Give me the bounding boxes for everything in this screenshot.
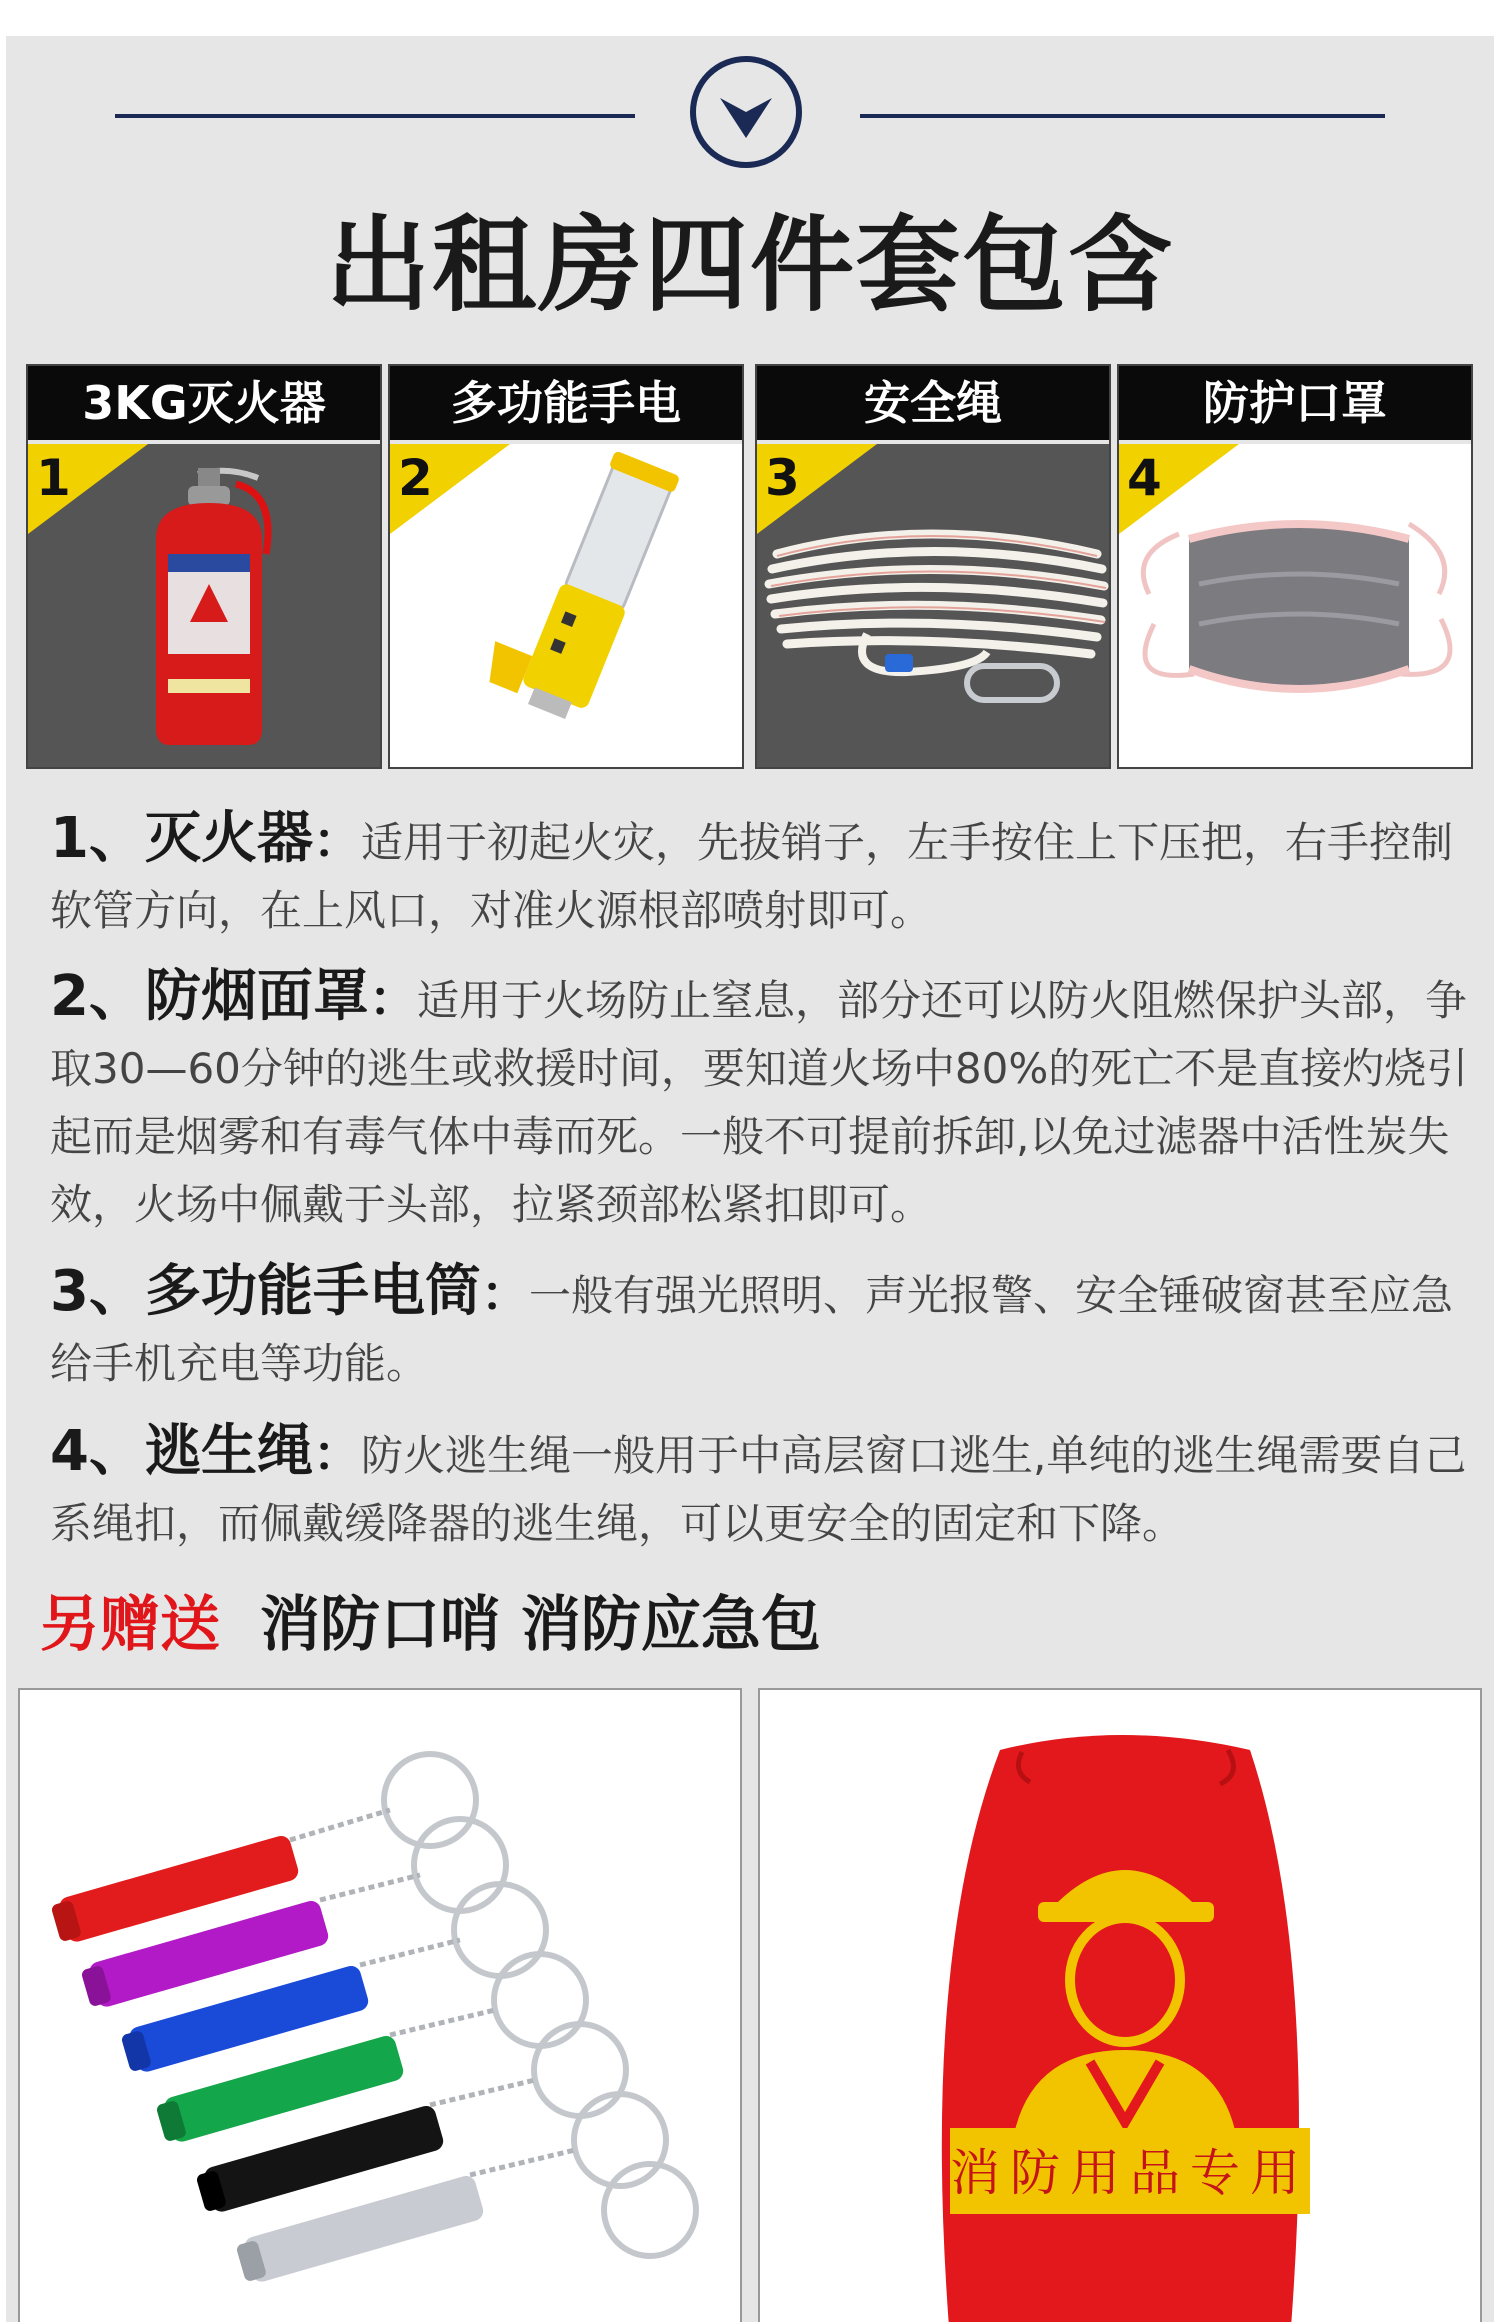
- description-3: [50, 1258, 1470, 1398]
- description-lead: 4、逃生绳: [50, 1419, 313, 1484]
- chevron-down-icon: [690, 56, 802, 168]
- product-image: [390, 444, 742, 767]
- description-lead: 1、灭火器: [50, 806, 313, 871]
- description-text: 一般有强光照明、声光报警、安全锤破窗甚至应急给手机充电等功能。: [50, 1271, 1453, 1388]
- description-colon: ：: [368, 971, 417, 1027]
- flashlight-icon: [390, 444, 746, 767]
- gift-heading: [40, 1585, 821, 1665]
- description-colon: ：: [312, 813, 361, 869]
- fire-extinguisher-icon: [28, 444, 384, 767]
- description-2: [50, 963, 1470, 1239]
- description-1: [50, 805, 1470, 945]
- product-number: 2: [398, 449, 433, 507]
- description-colon: ：: [312, 1426, 361, 1482]
- description-4: [50, 1418, 1470, 1558]
- product-image: [1119, 444, 1471, 767]
- product-image: [757, 444, 1109, 767]
- bag-image: [758, 1688, 1482, 2322]
- description-text: 适用于初起火灾，先拔销子，左手按住上下压把，右手控制软管方向，在上风口，对准火源根部喷射即可。: [50, 818, 1453, 935]
- product-number: 3: [765, 449, 800, 507]
- description-text: 适用于火场防止窒息，部分还可以防火阻燃保护头部，争取30—60分钟的逃生或救援时间，要知道火场中80%的死亡不是直接灼烧引起而是烟雾和有毒气体中毒而死。一般不可提前拆卸,以免过滤器中活性炭失效，火场中佩戴于头部，拉紧颈部松紧扣即可。: [50, 976, 1469, 1229]
- product-image: [28, 444, 380, 767]
- mask-icon: [1119, 444, 1475, 767]
- page-title: 出租房四件套包含: [325, 204, 1174, 326]
- whistle-icon: [20, 1690, 742, 2322]
- description-text: 防火逃生绳一般用于中高层窗口逃生,单纯的逃生绳需要自己系绳扣，而佩戴缓降器的逃生绳，可以更安全的固定和下降。: [50, 1431, 1467, 1548]
- description-lead: 3、多功能手电筒: [50, 1259, 481, 1324]
- bag-text: 消防用品专用: [950, 2144, 1310, 2202]
- product-number: 4: [1127, 449, 1162, 507]
- header-line-left: [115, 114, 635, 118]
- product-label: 多功能手电: [390, 366, 742, 440]
- product-card-3: [755, 364, 1111, 769]
- product-number: 1: [36, 449, 71, 507]
- description-colon: ：: [480, 1266, 529, 1322]
- gift-items: 消防口哨 消防应急包: [260, 1590, 821, 1660]
- product-label: 安全绳: [757, 366, 1109, 440]
- header-line-right: [860, 114, 1385, 118]
- gift-prefix: 另赠送: [40, 1590, 220, 1660]
- description-lead: 2、防烟面罩: [50, 964, 369, 1029]
- rope-icon: [757, 444, 1113, 767]
- product-card-4: [1117, 364, 1473, 769]
- whistle-image: [18, 1688, 742, 2322]
- product-card-1: [26, 364, 382, 769]
- product-label: 3KG灭火器: [28, 366, 380, 440]
- product-card-2: [388, 364, 744, 769]
- bag-icon: [760, 1690, 1482, 2322]
- product-label: 防护口罩: [1119, 366, 1471, 440]
